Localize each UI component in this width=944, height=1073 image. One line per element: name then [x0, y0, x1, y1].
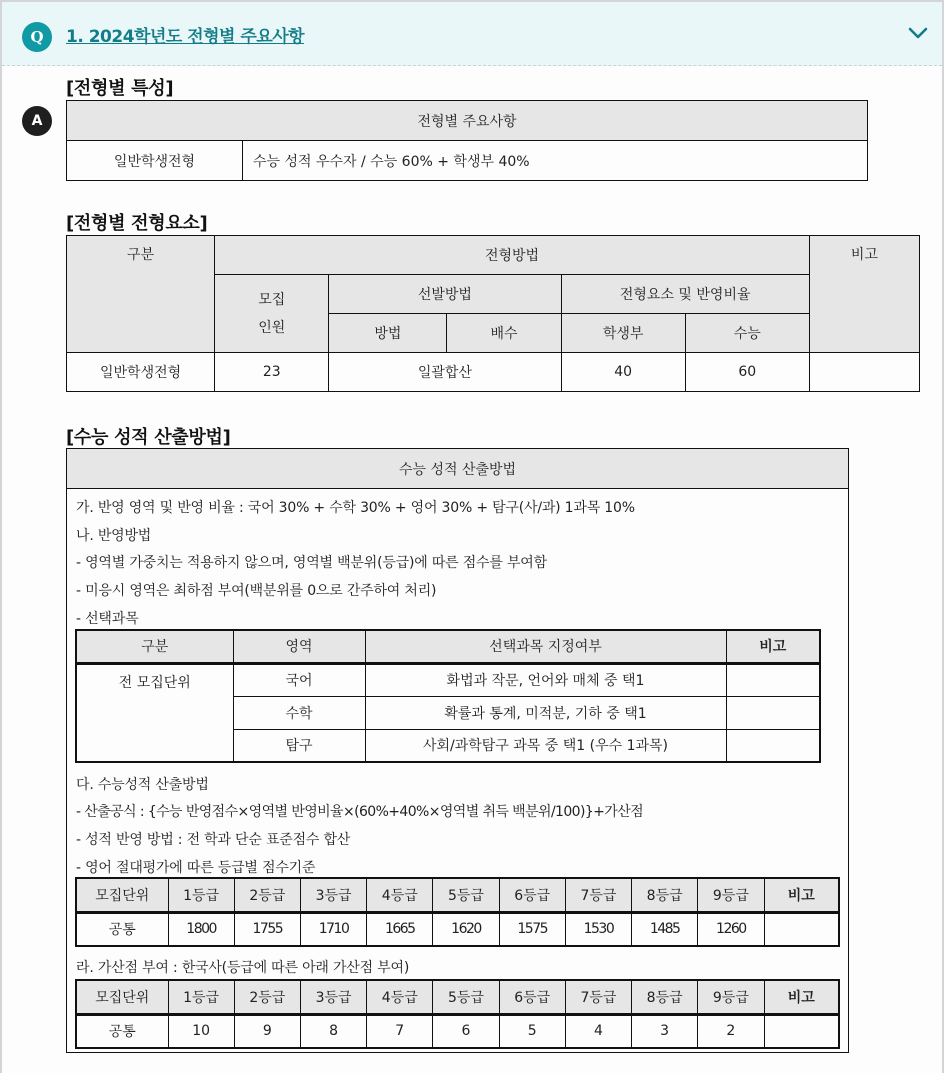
header-grade-7: 7등급 [565, 878, 631, 912]
cell-grade-7: 4 [565, 1014, 631, 1048]
cell-choice: 화법과 작문, 언어와 매체 중 택1 [365, 663, 726, 696]
characteristics-table [66, 100, 868, 181]
header-note: 비고 [726, 630, 820, 663]
text-ga: 가. 반영 영역 및 반영 비율 : 국어 30% + 수학 30% + 영어 30% + 탐구(사/과) 1과목 10% [76, 500, 635, 516]
text-da2: - 성적 반영 방법 : 전 학과 단순 표준점수 합산 [76, 832, 351, 848]
header-grade-8: 8등급 [632, 980, 698, 1014]
header-note: 비고 [764, 980, 839, 1014]
header-unit: 모집단위 [76, 878, 168, 912]
cell-area: 국어 [233, 663, 365, 696]
cell-grade-4: 7 [367, 1014, 433, 1048]
cell-note [726, 696, 820, 729]
cell-grade-9: 1260 [698, 912, 764, 946]
header-way: 방법 [329, 314, 447, 353]
header-grade-8: 8등급 [632, 878, 698, 912]
header-grade-2: 2등급 [234, 878, 300, 912]
header-grade-6: 6등급 [499, 980, 565, 1014]
header-choice: 선택과목 지정여부 [365, 630, 726, 663]
table-row [76, 912, 839, 946]
text-na3: - 선택과목 [76, 611, 139, 627]
header-quota [215, 275, 329, 353]
text-da: 다. 수능성적 산출방법 [76, 777, 209, 793]
cell-desc: 수능 성적 우수자 / 수능 60% + 학생부 40% [243, 141, 868, 181]
elements-table [66, 235, 920, 392]
cell-unit: 공통 [76, 1014, 168, 1048]
table-row [76, 1014, 839, 1048]
english-grade-table [75, 877, 840, 947]
header-grade-9: 9등급 [698, 980, 764, 1014]
header-note: 비고 [764, 878, 839, 912]
cell-group: 전 모집단위 [76, 663, 233, 762]
header-multiple: 배수 [447, 314, 561, 353]
cell-choice: 확률과 통계, 미적분, 기하 중 택1 [365, 696, 726, 729]
cell-type: 일반학생전형 [67, 141, 243, 181]
text-na1: - 영역별 가중치는 적용하지 않으며, 영역별 백분위(등급)에 따른 점수를 부여함 [76, 555, 547, 571]
cell-choice: 사회/과학탐구 과목 중 택1 (우수 1과목) [365, 729, 726, 762]
header-selection: 선발방법 [329, 275, 561, 314]
cell-grade-7: 1530 [565, 912, 631, 946]
cell-grade-6: 1575 [499, 912, 565, 946]
cell-quota: 23 [215, 353, 329, 392]
header-grade-2: 2등급 [234, 980, 300, 1014]
header-gubun: 구분 [76, 630, 233, 663]
section-title-csat-calc: [수능 성적 산출방법] [66, 427, 231, 448]
text-na: 나. 반영방법 [76, 528, 152, 544]
box-header: 수능 성적 산출방법 [67, 449, 848, 489]
cell-grade-6: 5 [499, 1014, 565, 1048]
text-ra: 라. 가산점 부여 : 한국사(등급에 따른 아래 가산점 부여) [76, 960, 410, 976]
header-grade-5: 5등급 [433, 878, 499, 912]
text-da1: - 산출공식 : {수능 반영점수×영역별 반영비율×(60%+40%×영역별 취득 백분위/100)}+가산점 [76, 804, 644, 820]
cell-type: 일반학생전형 [67, 353, 215, 392]
cell-csat: 60 [685, 353, 809, 392]
cell-grade-9: 2 [698, 1014, 764, 1048]
header-grade-1: 1등급 [168, 980, 234, 1014]
header-quota-line1: 모집 [258, 291, 286, 308]
cell-grade-2: 1755 [234, 912, 300, 946]
cell-note [764, 1014, 839, 1048]
table-row [67, 141, 868, 181]
header-grade-6: 6등급 [499, 878, 565, 912]
table-header: 전형별 주요사항 [67, 101, 868, 141]
history-bonus-table [75, 979, 840, 1049]
cell-grade-1: 1800 [168, 912, 234, 946]
header-elements: 전형요소 및 반영비율 [561, 275, 809, 314]
header-grade-4: 4등급 [367, 878, 433, 912]
header-quota-line2: 인원 [258, 319, 286, 336]
header-method: 전형방법 [215, 236, 810, 275]
cell-grade-4: 1665 [367, 912, 433, 946]
cell-selection: 일괄합산 [329, 353, 561, 392]
header-grade-5: 5등급 [433, 980, 499, 1014]
section-title-elements: [전형별 전형요소] [66, 213, 208, 234]
cell-area: 탐구 [233, 729, 365, 762]
header-csat: 수능 [685, 314, 809, 353]
table-row [67, 353, 920, 392]
chevron-down-icon[interactable] [908, 26, 928, 40]
cell-grade-5: 1620 [433, 912, 499, 946]
header-grade-9: 9등급 [698, 878, 764, 912]
cell-note [726, 729, 820, 762]
header-note: 비고 [809, 236, 919, 353]
cell-grade-2: 9 [234, 1014, 300, 1048]
subjects-table [75, 629, 821, 763]
cell-note [764, 912, 839, 946]
cell-area: 수학 [233, 696, 365, 729]
cell-grade-5: 6 [433, 1014, 499, 1048]
question-badge: Q [22, 22, 52, 52]
cell-grade-8: 1485 [632, 912, 698, 946]
header-grade-7: 7등급 [565, 980, 631, 1014]
table-row [76, 663, 820, 696]
answer-badge: A [22, 106, 52, 136]
cell-unit: 공통 [76, 912, 168, 946]
question-title-link[interactable]: 1. 2024학년도 전형별 주요사항 [66, 27, 305, 47]
cell-grade-3: 8 [300, 1014, 366, 1048]
header-grade-3: 3등급 [300, 878, 366, 912]
csat-calc-box [66, 448, 849, 1053]
text-da3: - 영어 절대평가에 따른 등급별 점수기준 [76, 860, 316, 876]
cell-note [809, 353, 919, 392]
cell-grade-3: 1710 [300, 912, 366, 946]
cell-grade-8: 3 [632, 1014, 698, 1048]
question-header[interactable] [2, 2, 942, 66]
header-record: 학생부 [561, 314, 685, 353]
header-gubun: 구분 [67, 236, 215, 353]
section-title-characteristics: [전형별 특성] [66, 78, 174, 99]
header-grade-4: 4등급 [367, 980, 433, 1014]
header-unit: 모집단위 [76, 980, 168, 1014]
header-area: 영역 [233, 630, 365, 663]
cell-note [726, 663, 820, 696]
cell-record: 40 [561, 353, 685, 392]
header-grade-3: 3등급 [300, 980, 366, 1014]
cell-grade-1: 10 [168, 1014, 234, 1048]
text-na2: - 미응시 영역은 최하점 부여(백분위를 0으로 간주하여 처리) [76, 583, 437, 599]
header-grade-1: 1등급 [168, 878, 234, 912]
